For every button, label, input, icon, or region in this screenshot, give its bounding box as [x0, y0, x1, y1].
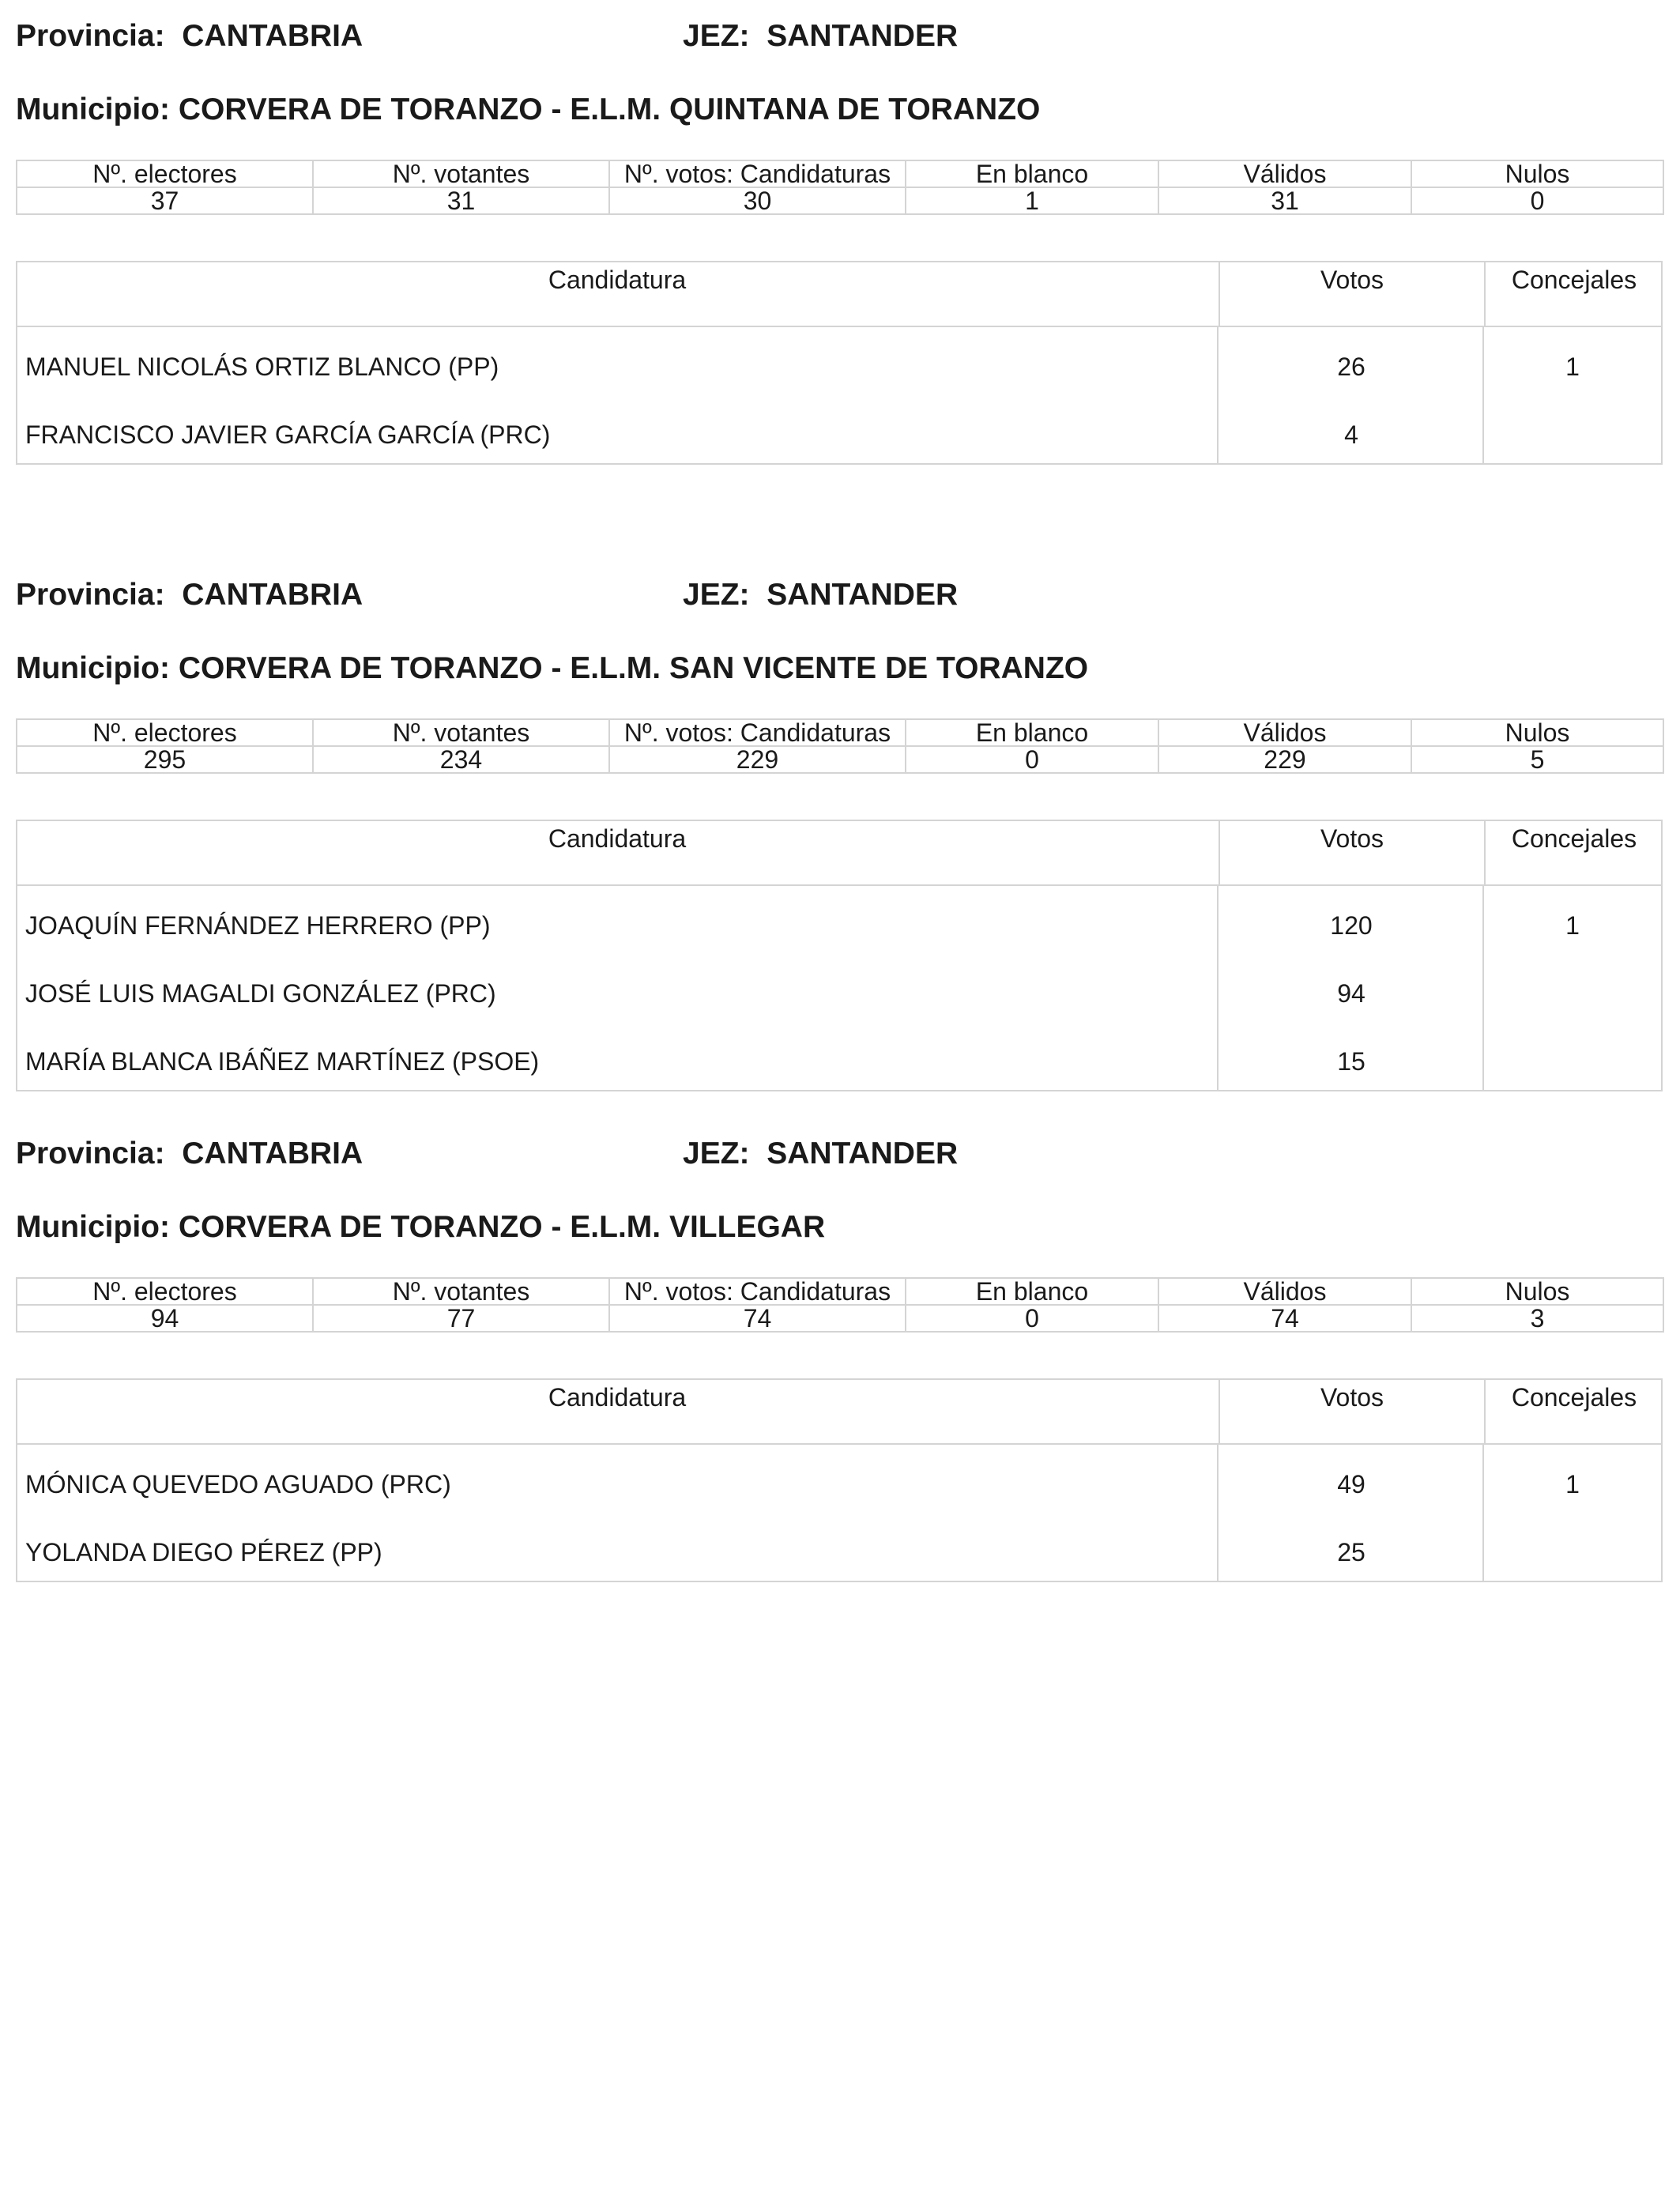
candidate-concejales: 1: [1565, 1470, 1580, 1498]
stat-header-electores: Nº. electores: [17, 719, 313, 746]
candidates-header-row: [17, 821, 1661, 886]
candidates-header-row: [17, 1380, 1661, 1445]
candidates-header-row: [17, 262, 1661, 327]
candidate-row: [17, 1513, 1661, 1581]
header-concejales: Concejales: [1511, 824, 1637, 853]
candidate-name: YOLANDA DIEGO PÉREZ (PP): [25, 1538, 382, 1566]
stat-value-validos: 31: [1158, 187, 1411, 214]
stats-table: [16, 718, 1664, 774]
jez-value: SANTANDER: [767, 578, 959, 612]
municipio-heading: [16, 1212, 825, 1242]
stat-value-validos: 74: [1158, 1305, 1411, 1332]
municipio-value: CORVERA DE TORANZO - E.L.M. QUINTANA DE TORANZO: [178, 92, 1041, 126]
provincia-heading: [16, 579, 363, 610]
header-votos: Votos: [1320, 266, 1384, 294]
stat-header-votantes: Nº. votantes: [313, 1278, 609, 1305]
stats-table: [16, 1277, 1664, 1333]
candidate-row: [17, 1022, 1661, 1090]
stats-header-row: [17, 1278, 1663, 1305]
stat-header-validos: Válidos: [1158, 160, 1411, 187]
municipio-value: CORVERA DE TORANZO - E.L.M. SAN VICENTE DE TORANZO: [178, 651, 1089, 685]
stat-header-en-blanco: En blanco: [906, 1278, 1158, 1305]
stat-value-en-blanco: 1: [906, 187, 1158, 214]
stat-header-en-blanco: En blanco: [906, 719, 1158, 746]
candidate-votes: 15: [1337, 1047, 1365, 1076]
jez-label: JEZ:: [683, 19, 750, 53]
stat-value-electores: 37: [17, 187, 313, 214]
header-votos: Votos: [1320, 824, 1384, 853]
jez-label: JEZ:: [683, 1137, 750, 1171]
provincia-heading: [16, 21, 363, 51]
provincia-label: Provincia:: [16, 1137, 165, 1171]
stat-header-votos-candidaturas: Nº. votos: Candidaturas: [609, 160, 906, 187]
candidate-name: JOSÉ LUIS MAGALDI GONZÁLEZ (PRC): [25, 979, 496, 1008]
candidate-name: MANUEL NICOLÁS ORTIZ BLANCO (PP): [25, 352, 499, 381]
provincia-heading: [16, 1138, 363, 1169]
candidate-concejales: 1: [1565, 911, 1580, 940]
candidates-table: [16, 820, 1663, 1091]
stat-value-votos-candidaturas: 74: [609, 1305, 906, 1332]
stat-header-validos: Válidos: [1158, 719, 1411, 746]
stat-header-nulos: Nulos: [1411, 160, 1663, 187]
stats-value-row: [17, 1305, 1663, 1332]
municipio-label: Municipio:: [16, 1210, 170, 1244]
jez-heading: [683, 579, 958, 610]
candidates-table: [16, 261, 1663, 465]
stats-value-row: [17, 746, 1663, 773]
candidates-table: [16, 1378, 1663, 1582]
stat-header-validos: Válidos: [1158, 1278, 1411, 1305]
candidate-name: MARÍA BLANCA IBÁÑEZ MARTÍNEZ (PSOE): [25, 1047, 540, 1076]
stat-value-votantes: 77: [313, 1305, 609, 1332]
municipio-value: CORVERA DE TORANZO - E.L.M. VILLEGAR: [178, 1210, 826, 1244]
header-concejales: Concejales: [1511, 1383, 1637, 1412]
stats-header-row: [17, 160, 1663, 187]
stat-value-votantes: 234: [313, 746, 609, 773]
stat-value-votos-candidaturas: 229: [609, 746, 906, 773]
municipio-label: Municipio:: [16, 92, 170, 126]
stat-header-nulos: Nulos: [1411, 719, 1663, 746]
candidate-row: [17, 395, 1661, 463]
stat-header-nulos: Nulos: [1411, 1278, 1663, 1305]
stat-header-votos-candidaturas: Nº. votos: Candidaturas: [609, 719, 906, 746]
candidate-name: FRANCISCO JAVIER GARCÍA GARCÍA (PRC): [25, 420, 551, 449]
stat-value-electores: 94: [17, 1305, 313, 1332]
jez-value: SANTANDER: [767, 1137, 959, 1171]
candidate-votes: 49: [1337, 1470, 1365, 1498]
municipio-label: Municipio:: [16, 651, 170, 685]
stat-value-votos-candidaturas: 30: [609, 187, 906, 214]
candidate-name: JOAQUÍN FERNÁNDEZ HERRERO (PP): [25, 911, 491, 940]
stats-table: [16, 160, 1664, 215]
candidate-votes: 25: [1337, 1538, 1365, 1566]
provincia-value: CANTABRIA: [182, 1137, 363, 1171]
stat-value-nulos: 3: [1411, 1305, 1663, 1332]
header-concejales: Concejales: [1511, 266, 1637, 294]
jez-value: SANTANDER: [767, 19, 959, 53]
stat-header-electores: Nº. electores: [17, 1278, 313, 1305]
stats-value-row: [17, 187, 1663, 214]
stat-header-electores: Nº. electores: [17, 160, 313, 187]
provincia-label: Provincia:: [16, 19, 165, 53]
stat-value-nulos: 0: [1411, 187, 1663, 214]
candidate-row: [17, 327, 1661, 395]
stat-header-votantes: Nº. votantes: [313, 160, 609, 187]
jez-heading: [683, 1138, 958, 1169]
municipio-heading: [16, 94, 1040, 125]
stat-value-electores: 295: [17, 746, 313, 773]
jez-heading: [683, 21, 958, 51]
candidate-row: [17, 886, 1661, 954]
stat-value-votantes: 31: [313, 187, 609, 214]
stat-header-en-blanco: En blanco: [906, 160, 1158, 187]
stat-value-validos: 229: [1158, 746, 1411, 773]
header-candidatura: Candidatura: [548, 824, 687, 853]
jez-label: JEZ:: [683, 578, 750, 612]
candidate-row: [17, 954, 1661, 1022]
candidate-concejales: 1: [1565, 352, 1580, 381]
municipio-heading: [16, 653, 1088, 684]
provincia-value: CANTABRIA: [182, 19, 363, 53]
provincia-label: Provincia:: [16, 578, 165, 612]
stats-header-row: [17, 719, 1663, 746]
stat-header-votantes: Nº. votantes: [313, 719, 609, 746]
stat-value-en-blanco: 0: [906, 1305, 1158, 1332]
stat-header-votos-candidaturas: Nº. votos: Candidaturas: [609, 1278, 906, 1305]
provincia-value: CANTABRIA: [182, 578, 363, 612]
candidate-row: [17, 1445, 1661, 1513]
candidate-name: MÓNICA QUEVEDO AGUADO (PRC): [25, 1470, 451, 1498]
candidate-votes: 94: [1337, 979, 1365, 1008]
header-votos: Votos: [1320, 1383, 1384, 1412]
candidate-votes: 26: [1337, 352, 1365, 381]
stat-value-en-blanco: 0: [906, 746, 1158, 773]
header-candidatura: Candidatura: [548, 266, 687, 294]
stat-value-nulos: 5: [1411, 746, 1663, 773]
candidate-votes: 4: [1344, 420, 1358, 449]
candidate-votes: 120: [1330, 911, 1373, 940]
header-candidatura: Candidatura: [548, 1383, 687, 1412]
